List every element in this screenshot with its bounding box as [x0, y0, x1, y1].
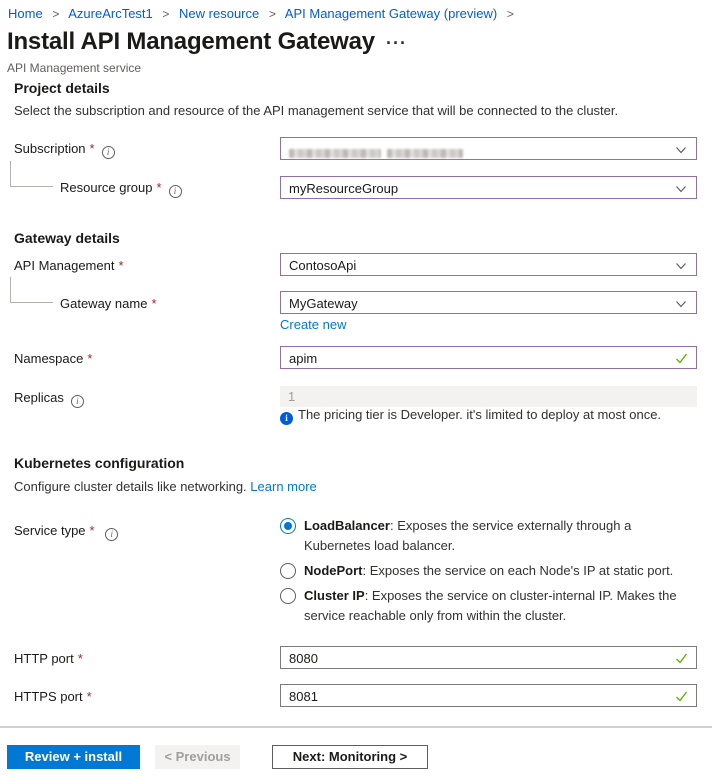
breadcrumb-separator: >: [268, 7, 276, 21]
radio-unselected-icon[interactable]: [280, 563, 296, 579]
subscription-dropdown[interactable]: [280, 137, 697, 160]
breadcrumb-home[interactable]: Home: [8, 6, 43, 21]
page-title: Install API Management Gateway: [7, 28, 375, 55]
valid-check-icon: [675, 652, 688, 665]
more-options-ellipsis-icon[interactable]: ···: [386, 33, 407, 53]
learn-more-link[interactable]: Learn more: [250, 479, 317, 494]
valid-check-icon: [675, 690, 688, 703]
http-port-label: HTTP port *: [14, 651, 83, 666]
breadcrumb-separator: >: [52, 7, 60, 21]
info-icon[interactable]: [105, 528, 118, 541]
namespace-label: Namespace *: [14, 351, 92, 366]
replicas-input-disabled: 1: [280, 386, 697, 407]
replicas-info-message: iThe pricing tier is Developer. it's limited to deploy at most once.: [280, 407, 710, 425]
previous-button[interactable]: < Previous: [155, 745, 240, 769]
footer-divider: [0, 726, 712, 728]
namespace-input[interactable]: apim: [280, 346, 697, 369]
info-icon[interactable]: [169, 185, 182, 198]
api-management-dropdown[interactable]: ContosoApi: [280, 253, 697, 276]
radio-option-loadbalancer[interactable]: [280, 516, 700, 556]
subscription-label: Subscription *i: [14, 141, 115, 159]
resource-group-label: Resource group * i: [60, 180, 182, 198]
breadcrumb-separator: >: [506, 7, 514, 21]
radio-option-nodeport[interactable]: [280, 561, 700, 581]
project-details-description: Select the subscription and resource of the API management service that will be connected to the cluster.: [14, 103, 619, 118]
radio-selected-icon[interactable]: [280, 518, 296, 534]
field-connector-line: [10, 161, 53, 187]
kubernetes-description: Configure cluster details like networking. Learn more: [14, 479, 317, 494]
radio-option-text: LoadBalancer: Exposes the service externally through a Kubernetes load balancer.: [304, 518, 632, 553]
breadcrumb: [8, 6, 520, 21]
gateway-details-heading: Gateway details: [14, 230, 120, 246]
next-monitoring-button[interactable]: Next: Monitoring >: [272, 745, 428, 769]
project-details-heading: Project details: [14, 80, 110, 96]
radio-option-text: NodePort: Exposes the service on each Node's IP at static port.: [304, 563, 674, 578]
http-port-input[interactable]: 8080: [280, 646, 697, 669]
chevron-down-icon: [675, 183, 687, 195]
chevron-down-icon: [675, 144, 687, 156]
service-type-label: Service type * i: [14, 523, 118, 541]
replicas-label: Replicas i: [14, 390, 84, 408]
field-connector-line: [10, 277, 53, 303]
chevron-down-icon: [675, 298, 687, 310]
resource-group-dropdown[interactable]: myResourceGroup: [280, 176, 697, 199]
info-icon[interactable]: [102, 146, 115, 159]
radio-unselected-icon[interactable]: [280, 588, 296, 604]
chevron-down-icon: [675, 260, 687, 272]
breadcrumb-new-resource[interactable]: New resource: [179, 6, 260, 21]
breadcrumb-apim-gateway-preview[interactable]: API Management Gateway (preview): [284, 6, 498, 21]
radio-option-cluster-ip[interactable]: [280, 586, 700, 626]
radio-option-text: Cluster IP: Exposes the service on cluster-internal IP. Makes the service reachable only from within the cluster.: [304, 588, 677, 623]
api-management-label: API Management *: [14, 258, 124, 273]
https-port-input[interactable]: 8081: [280, 684, 697, 707]
gateway-name-dropdown[interactable]: MyGateway: [280, 291, 697, 314]
https-port-label: HTTPS port *: [14, 689, 92, 704]
page-subtitle: API Management service: [7, 61, 142, 75]
valid-check-icon: [675, 352, 688, 365]
info-filled-icon: [280, 412, 293, 425]
create-new-link[interactable]: Create new: [280, 317, 347, 332]
gateway-name-label: Gateway name *: [60, 296, 157, 311]
info-icon[interactable]: [71, 395, 84, 408]
review-install-button[interactable]: Review + install: [7, 745, 140, 769]
breadcrumb-azurearctest1[interactable]: AzureArcTest1: [68, 6, 153, 21]
kubernetes-configuration-heading: Kubernetes configuration: [14, 455, 185, 471]
breadcrumb-separator: >: [162, 7, 170, 21]
subscription-redacted-value: [289, 145, 469, 163]
service-type-radio-group: [280, 516, 700, 631]
